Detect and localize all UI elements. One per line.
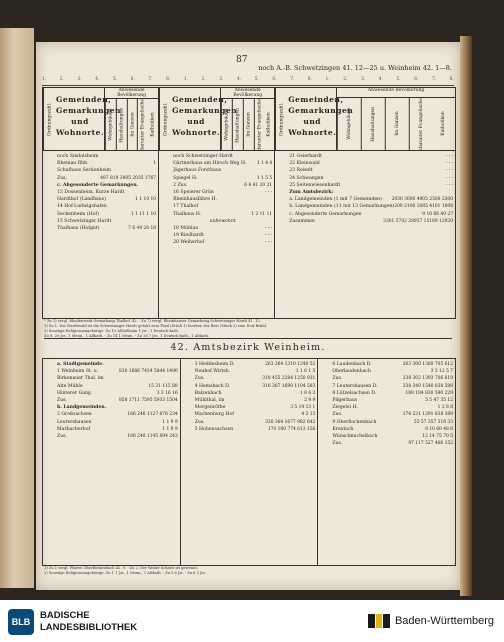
population-label: Anwesende Bevölkerung <box>337 88 455 98</box>
place-name: Spiegel H. <box>173 175 198 181</box>
ordnungszahl-header: Ordnungszahl. <box>43 88 56 150</box>
table-row <box>195 383 316 390</box>
row-values: 830 1686 7434 5844 1490 <box>119 369 178 375</box>
table-row <box>289 196 453 203</box>
table-row <box>173 225 272 232</box>
table-row <box>57 375 178 382</box>
place-name: a. Stadtgemeinde. <box>57 362 104 367</box>
column-number: 1. <box>325 77 330 82</box>
table-column <box>181 359 319 565</box>
table-header <box>275 88 455 151</box>
row-values: 3 3 16 16 <box>156 390 178 396</box>
table-row <box>173 239 272 246</box>
table-row <box>57 426 178 433</box>
place-name: Seckenheim (Hof) <box>57 211 99 217</box>
table-row <box>332 361 453 368</box>
subheader-label: darunter Evangelische <box>254 99 265 151</box>
footnote-line: Zu 8. 20 Jsr., 1 Menn., 1 Altkath. - Zu 14 1 Menn. - Zu 18 7 Jsr., 1 Deutsch-kath., 1 Altkath. <box>44 334 210 338</box>
footnote-line: * Zu 1) vergl. Rhadenwerk Gemarkung Thalhof. 42. - Zu 7) vergl. Rheinhauser Gemarkung Schwetzinger Hardt 41. 15. <box>44 319 261 323</box>
row-list <box>181 359 318 433</box>
subheader-label: darunter Evangelische <box>409 98 433 150</box>
column-number: 8. <box>166 77 171 82</box>
row-values: 9 10 60 48 6 <box>425 426 454 432</box>
place-name: 24 Schwangen <box>289 175 324 181</box>
place-name: Zus. <box>194 376 205 382</box>
row-values: - - - <box>445 161 454 167</box>
place-name: 25 Seitenwiesenhardt <box>289 182 341 188</box>
place-name: Pilgerhaus <box>332 398 358 404</box>
row-list <box>43 359 180 440</box>
column-number: 3. <box>77 77 82 82</box>
table-column <box>159 88 275 318</box>
place-name: 9 Oberflockenbach <box>332 419 377 425</box>
row-values: 7 6 44 26 18 <box>128 226 157 232</box>
row-values: 15 21 115 88 <box>148 383 178 389</box>
table-row <box>57 196 156 203</box>
row-values: 2 9 9 <box>304 398 316 404</box>
table-row <box>57 411 178 418</box>
table-row <box>57 203 156 210</box>
table-row <box>57 160 156 167</box>
place-name: 13 Dossenheim, Kurze Hardt <box>57 190 125 196</box>
place-name: Morgenröthe <box>194 405 226 411</box>
place-name: Leutershausen <box>57 419 92 425</box>
table-row <box>195 411 316 418</box>
subheader-label: Wohngebäude <box>105 99 116 151</box>
table-row <box>57 153 156 160</box>
table-row <box>289 175 453 182</box>
row-values: 176 231 1291 838 389 <box>402 412 454 418</box>
place-name: Birkenauer Thal, im <box>57 376 104 382</box>
place-name: noch Sindolsheim <box>57 154 99 159</box>
place-name: Hardthof (Landhaus) <box>57 197 106 203</box>
population-label: Anwesende Bevölkerung <box>105 88 158 99</box>
table-row <box>195 397 316 404</box>
table-row <box>57 189 156 196</box>
place-name: Zus. <box>332 376 343 382</box>
column-number: 3. <box>360 77 366 82</box>
subheader-label: Im Ganzen <box>385 98 409 150</box>
column-number: 3. <box>219 77 224 82</box>
place-name: Zus. <box>332 412 343 418</box>
row-values: 6 6 41 20 21 <box>244 182 273 188</box>
column-number: 8. <box>307 77 313 82</box>
row-values: 3 3 12 5 7 <box>430 369 454 375</box>
place-name: 6 Laudenbach D. <box>332 362 372 367</box>
table-row <box>332 419 453 426</box>
column-number: 6. <box>414 77 419 82</box>
table-row <box>332 383 453 390</box>
table-row <box>57 167 156 174</box>
gemeinden-header: Gemeinden, Gemarkungen und Wohnorte. <box>56 88 105 150</box>
table-row <box>332 440 453 447</box>
row-list <box>318 359 455 447</box>
column-number: 5. <box>112 77 118 82</box>
table-row <box>173 160 272 167</box>
row-values: 1 1 9 9 <box>162 419 178 425</box>
row-values: 4 3 13 <box>301 412 316 418</box>
place-name: 5 Hohensachsen <box>194 426 234 432</box>
footnote-line: 2) Sonstige Religionsangehörige: Zu 10 Altlußheim 1 Jsr., 1 Deutsch-kath. <box>44 329 179 333</box>
ordnungszahl-header: Ordnungszahl. <box>159 88 172 150</box>
row-values: - - - <box>445 154 454 159</box>
population-subheaders <box>337 98 455 150</box>
population-subheaders <box>105 99 158 151</box>
place-name: Ziegelei H. <box>332 405 358 411</box>
column-number: 1. <box>183 77 189 82</box>
row-values: 3 5 14 13 1 <box>290 405 316 411</box>
row-values: 1 2 8 8 <box>437 405 454 411</box>
place-name: Thalhaus (Hofgut) <box>57 226 100 232</box>
place-name: Rheinau Rhb. <box>57 161 89 167</box>
subheader-label: Im Ganzen <box>127 99 138 151</box>
population-header <box>221 88 274 150</box>
table-row <box>195 426 316 433</box>
column-number: 6. <box>130 77 135 82</box>
place-name: Kreidach <box>332 426 354 432</box>
row-values: 858 1711 7595 5933 1504 <box>119 398 178 404</box>
subheader-label: Haushaltungen <box>116 99 127 151</box>
table-row <box>289 203 453 210</box>
row-values: - - - <box>445 182 454 188</box>
row-values: 3301 5702 28957 15189 12920 <box>383 218 454 224</box>
row-values: 12 14 75 70 5 <box>422 434 454 440</box>
row-values: 97 117 527 466 152 <box>408 441 454 447</box>
table-header <box>43 88 158 151</box>
place-name: unbewohnt <box>209 218 236 224</box>
running-head: noch A.-B. Schwetzingen 41. 12—25 u. Weinheim 42. 1—8. <box>258 64 452 72</box>
row-values: 487 819 3805 2035 1767 <box>100 175 157 181</box>
table-row <box>173 189 272 196</box>
row-values: 170 180 774 613 156 <box>267 426 316 432</box>
table-row <box>57 175 156 182</box>
population-subheaders <box>221 99 274 151</box>
place-name: Zus. <box>57 434 67 440</box>
table-row <box>332 404 453 411</box>
row-values: 188 248 1145 894 243 <box>127 434 178 440</box>
column-number: 4. <box>236 77 242 82</box>
column-number: 7. <box>431 77 437 82</box>
place-name: 7 Leutershausen D. <box>332 383 378 389</box>
table-header <box>159 88 274 151</box>
column-number: 1. <box>42 77 47 82</box>
table-row <box>173 182 272 189</box>
place-name: Marbacherhof <box>57 426 91 432</box>
state-crest-icon <box>368 614 390 628</box>
table-row <box>57 368 178 375</box>
table-row <box>57 361 178 368</box>
table-row <box>289 182 453 189</box>
row-values: - - - <box>445 175 454 181</box>
column-number: 7. <box>148 77 153 82</box>
weinheim-table <box>42 358 456 566</box>
footer-banner <box>0 600 504 642</box>
subheader-label: Katholiken <box>266 112 272 138</box>
column-number: 2. <box>59 77 65 82</box>
state-logo[interactable] <box>368 614 494 628</box>
table-row <box>289 211 453 218</box>
place-name: Zus. <box>57 398 67 404</box>
row-values: 1 2 11 11 <box>251 211 273 217</box>
row-values: 1 1 6 1 5 <box>295 369 316 375</box>
table-row <box>57 225 156 232</box>
place-name: 8 Lützelsachsen D. <box>332 390 377 396</box>
population-header <box>105 88 158 150</box>
row-list <box>159 151 274 247</box>
row-values: - - - <box>264 190 273 196</box>
table-row <box>173 196 272 203</box>
table-row <box>195 368 316 375</box>
table-row <box>173 211 272 218</box>
book-spine <box>0 28 34 588</box>
table-row <box>332 368 453 375</box>
place-name: Rheinhausfähre H. <box>173 197 217 203</box>
table-row <box>57 419 178 426</box>
place-name: Schafhaus Seckenheim <box>57 168 111 174</box>
table-row <box>195 404 316 411</box>
row-values: 186 246 1127 876 234 <box>127 412 178 418</box>
table-row <box>57 211 156 218</box>
ordnungszahl-header: Ordnungszahl. <box>275 88 288 150</box>
table-row <box>332 411 453 418</box>
place-name: Zum Amtsbezirk: <box>289 190 334 196</box>
table-column <box>43 359 181 565</box>
place-name: 16 Speierer Grün <box>173 190 214 196</box>
place-name: Oberlaudenbach <box>332 369 371 375</box>
row-values: 238 302 1393 706 619 <box>402 376 454 382</box>
column-number: 4. <box>378 77 383 82</box>
place-name: 23 Reiselt <box>289 168 313 174</box>
table-row <box>57 404 178 411</box>
place-name: Mühlthal, im <box>194 398 225 404</box>
table-row <box>289 189 453 196</box>
place-name: 2 Zus. <box>173 182 188 188</box>
subheader-label: Wohngebäude <box>337 98 361 150</box>
column-number: 6. <box>272 77 277 82</box>
row-values: 2030 3000 4905 2500 2300 <box>391 197 454 203</box>
table-row <box>173 232 272 239</box>
table-row <box>332 426 453 433</box>
subheader-label: darunter Evangelische <box>137 99 148 151</box>
column-numbers <box>42 77 454 86</box>
table-row <box>57 383 178 390</box>
gemeinden-header: Gemeinden, Gemarkungen und Wohnorte. <box>288 88 337 150</box>
table-row <box>173 175 272 182</box>
table-row <box>173 167 272 174</box>
row-values: - - - <box>445 168 454 174</box>
table-row <box>289 153 453 160</box>
table-row <box>195 390 316 397</box>
column-number: 5. <box>254 77 259 82</box>
footnote-line: 1) Zu 1. Der Hardtwald ist die Schwetzinger Hardt gehört zum Theil (Stück 1) hierher, der Rest (Stück 2) zum Dorf Brühl. <box>44 324 268 328</box>
library-name[interactable] <box>40 610 137 634</box>
state-name: Baden-Württemberg <box>394 615 494 627</box>
place-name: Balzenbach <box>194 390 222 396</box>
table-row <box>289 167 453 174</box>
place-name: Hinterer Gang <box>57 390 91 396</box>
column-number: 5. <box>396 77 401 82</box>
place-name: Alte Mühle <box>57 383 83 389</box>
row-values: 1 1 10 10 <box>135 197 157 203</box>
place-name: 19 Riedhardt <box>173 233 204 239</box>
place-name: 20 Weiherhof <box>173 240 205 246</box>
library-name-line2: LANDESBIBLIOTHEK <box>40 622 138 633</box>
row-values: - - - <box>264 233 273 239</box>
table-row <box>332 375 453 382</box>
place-name: Wünschmichelbach <box>332 434 378 440</box>
row-values: 9 10 66 40 27 <box>422 211 454 217</box>
row-values: 320 364 1677 982 642 <box>265 419 316 425</box>
place-name: 4 Hemsbach D. <box>194 383 231 389</box>
table-row <box>332 433 453 440</box>
place-name: c. Abgesonderte Gemarkungen. <box>57 182 139 188</box>
table-row <box>173 153 272 160</box>
row-values: 316 367 1690 1104 583 <box>262 383 316 389</box>
subheader-label: Im Ganzen <box>243 99 254 151</box>
table-row <box>289 160 453 167</box>
place-name: Thalhaus H. <box>173 211 202 217</box>
table-row <box>57 390 178 397</box>
place-name: b. Landgemeinden. <box>57 405 107 411</box>
place-name: 22 Kleinwald <box>289 161 320 167</box>
place-name: 17 Thalhof <box>173 204 199 210</box>
schwetzingen-table <box>42 87 456 319</box>
row-values: 1 1 9 9 <box>162 426 178 432</box>
column-number: 2. <box>343 77 348 82</box>
table-row <box>173 203 272 210</box>
library-name-line1: BADISCHE <box>40 610 90 621</box>
place-name: Zus. <box>332 441 343 447</box>
table-row <box>173 218 272 225</box>
table-column <box>275 88 455 318</box>
row-values: 1 <box>153 161 157 167</box>
row-values: - - - <box>264 226 273 232</box>
place-name: 15 Schwetzinger Hardt <box>57 218 112 224</box>
table-row <box>195 419 316 426</box>
row-values: - - - <box>264 240 273 246</box>
place-name: noch Schwetzinger Hardt <box>173 154 233 159</box>
footnotes-bottom <box>44 566 452 576</box>
place-name: Wachenburg Hof <box>194 412 234 418</box>
page-number: 87 <box>236 55 248 65</box>
subheader-label: Haushaltungen <box>232 99 243 151</box>
column-number: 7. <box>290 77 295 82</box>
row-values: 318 455 2284 1250 931 <box>262 376 316 382</box>
blb-logo[interactable]: BLB <box>8 609 34 635</box>
book-page <box>36 42 460 590</box>
table-row <box>57 433 178 440</box>
footnotes-top <box>44 319 452 339</box>
column-number: 4. <box>95 77 100 82</box>
table-row <box>289 218 453 225</box>
place-name: 21 Geierhardt <box>289 154 322 159</box>
row-values: 1 8 6 2 <box>299 390 316 396</box>
place-name: Gärtnerhaus am Hirsch Weg H. <box>173 161 247 167</box>
row-values: 1 1 11 1 10 <box>130 211 157 217</box>
table-column <box>43 88 159 318</box>
table-row <box>195 375 316 382</box>
row-values: 263 300 1380 705 612 <box>402 362 454 367</box>
row-list <box>275 151 455 225</box>
row-values: 1 1 4 4 <box>256 161 273 167</box>
subheader-label: Wohngebäude <box>221 99 232 151</box>
table-row <box>332 397 453 404</box>
place-name: b. Landgemeinden (11 mit 13 Gemarkungen) <box>289 204 395 210</box>
row-values: 200 2100 2085 4101 1008 <box>394 204 454 210</box>
population-header <box>337 88 455 150</box>
subheader-label: Katholiken <box>150 112 156 138</box>
place-name: a. Landgemeinden (1 mit 7 Gemeinden) <box>289 197 382 203</box>
place-name: Zus. <box>57 175 67 181</box>
subheader-label: Katholiken <box>441 111 447 137</box>
section-title: 42. Amtsbezirk Weinheim. <box>44 338 452 357</box>
population-label: Anwesende Bevölkerung <box>221 88 274 99</box>
table-row <box>57 218 156 225</box>
row-values: 5 5 47 35 12 <box>425 398 454 404</box>
table-row <box>195 361 316 368</box>
footnote-line: 1) Zu 1 vergl. Pfarrei Oberflockenbach 42. 9. - Zu 2. Der Weiler Schries ist getrennt. <box>44 566 199 570</box>
column-number: 2. <box>201 77 206 82</box>
row-values: 263 264 1310 1240 52 <box>265 362 316 367</box>
place-name: Zusammen <box>289 218 315 224</box>
place-name: Jägerhaus Forsthaus <box>173 168 222 174</box>
row-values: 180 184 830 590 229 <box>405 390 454 396</box>
subheader-label: Haushaltungen <box>361 98 385 150</box>
place-name: Zus. <box>194 419 205 425</box>
table-row <box>332 390 453 397</box>
row-values: 53 57 357 318 33 <box>413 419 454 425</box>
column-number: 8. <box>449 77 454 82</box>
row-values: 1 1 5 5 <box>256 175 273 181</box>
row-values: 338 340 1540 838 598 <box>402 383 454 389</box>
place-name: 14 Hof-Ludwigshafen <box>57 204 107 210</box>
page-edge <box>460 36 472 596</box>
gemeinden-header: Gemeinden, Gemarkungen und Wohnorte. <box>172 88 221 150</box>
table-row <box>57 182 156 189</box>
place-name: 1 Weinheim St. u. <box>57 369 99 375</box>
footnote-line: 2) Sonstige Religionsangehörige: Zu 1 1 Jsr., 1 Menn., 1 Altkath. - Zu 5 6 Jsr. - Zu 6 2 Jsr. <box>44 571 206 575</box>
table-row <box>57 397 178 404</box>
place-name: 3 Heddesheim D. <box>194 362 235 367</box>
place-name: Neuhof Wirtsh. <box>194 369 231 375</box>
table-column <box>318 359 455 565</box>
place-name: c. Abgesonderte Gemarkungen <box>289 211 362 217</box>
place-name: 18 Mühlau <box>173 226 199 232</box>
row-list <box>43 151 158 232</box>
place-name: 2 Großsachsen <box>57 412 92 418</box>
